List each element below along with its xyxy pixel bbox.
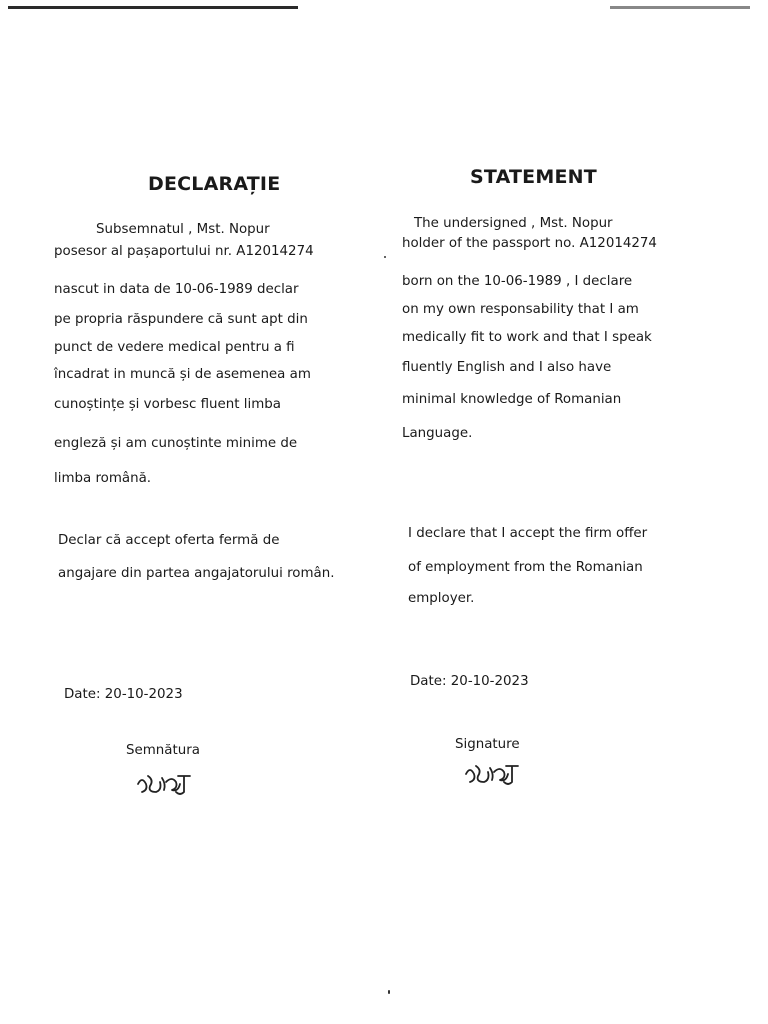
scan-edge-top-right — [610, 6, 750, 9]
scan-edge-top-left — [8, 6, 298, 9]
ro-line-11: angajare din partea angajatorului român. — [58, 566, 335, 581]
scan-speck — [388, 990, 390, 994]
en-line-7: minimal knowledge of Romanian — [402, 392, 622, 407]
en-line-5: medically fit to work and that I speak — [402, 330, 652, 345]
en-signature-label: Signature — [455, 737, 520, 752]
ro-line-3: nascut in data de 10-06-1989 declar — [54, 282, 299, 297]
ro-signature-image — [134, 770, 194, 800]
ro-line-1: Subsemnatul , Mst. Nopur — [96, 222, 270, 237]
en-line-8: Language. — [402, 426, 473, 441]
en-line-6: fluently English and I also have — [402, 360, 612, 375]
ro-line-9: limba română. — [54, 471, 152, 486]
en-date: Date: 20-10-2023 — [410, 674, 529, 689]
english-title: STATEMENT — [470, 166, 597, 188]
ro-line-4: pe propria răspundere că sunt apt din — [54, 312, 308, 327]
en-line-1: The undersigned , Mst. Nopur — [414, 216, 613, 231]
scan-speck — [384, 256, 386, 258]
ro-line-6: încadrat in muncă și de asemenea am — [54, 367, 311, 382]
ro-signature-label: Semnătura — [126, 743, 200, 758]
ro-line-5: punct de vedere medical pentru a fi — [54, 340, 295, 355]
ro-line-2: posesor al pașaportului nr. A12014274 — [54, 244, 314, 259]
en-line-3: born on the 10-06-1989 , I declare — [402, 274, 633, 289]
en-signature-image — [462, 760, 522, 790]
ro-date: Date: 20-10-2023 — [64, 687, 183, 702]
en-line-2: holder of the passport no. A12014274 — [402, 236, 657, 251]
en-line-11: employer. — [408, 591, 475, 606]
ro-line-10: Declar că accept oferta fermă de — [58, 533, 280, 548]
ro-line-7: cunoștințe și vorbesc fluent limba — [54, 397, 281, 412]
en-line-4: on my own responsability that I am — [402, 302, 639, 317]
ro-line-8: engleză și am cunoștinte minime de — [54, 436, 298, 451]
romanian-title: DECLARAȚIE — [148, 173, 281, 195]
en-line-9: I declare that I accept the firm offer — [408, 526, 648, 541]
en-line-10: of employment from the Romanian — [408, 560, 643, 575]
